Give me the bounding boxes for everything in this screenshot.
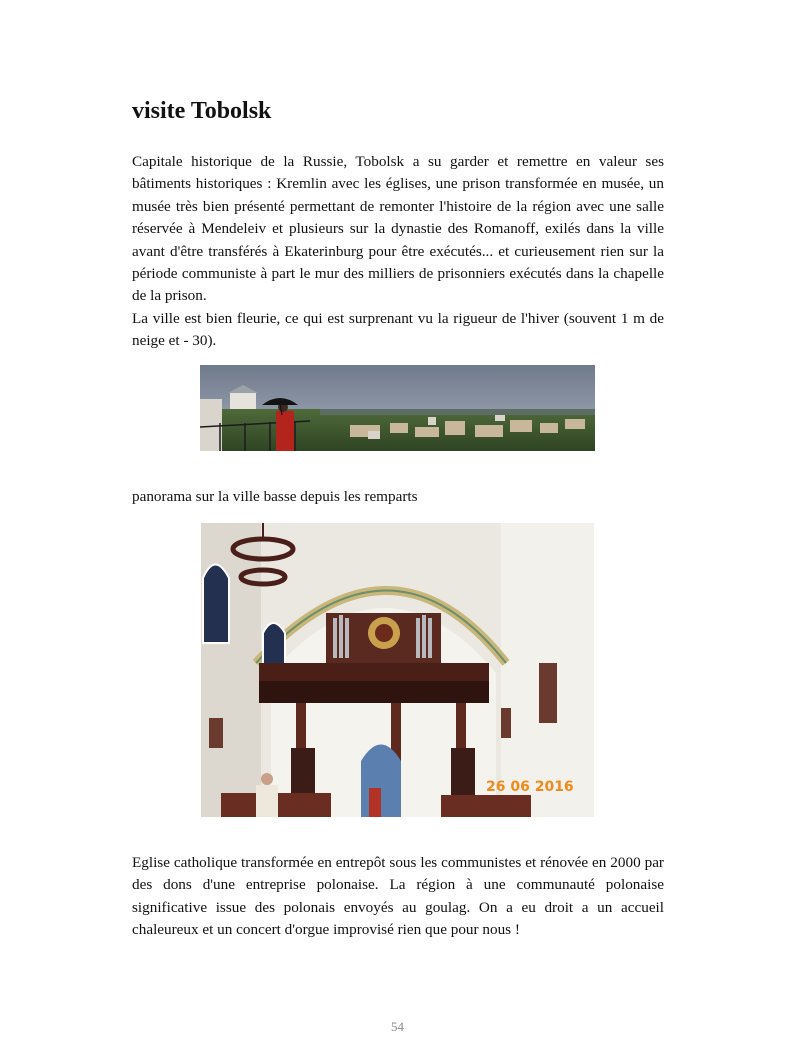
city-paragraph: La ville est bien fleurie, ce qui est surprenant vu la rigueur de l'hiver (souvent 1 m de neige et - 30).: [132, 310, 664, 350]
page-title: visite Tobolsk: [132, 98, 272, 124]
panorama-photo: [200, 365, 595, 451]
panorama-caption: panorama sur la ville basse depuis les remparts: [132, 488, 418, 505]
church-paragraph: Eglise catholique transformée en entrepôt sous les communistes et rénovée en 2000 par des dons d'une entreprise polonaise. La région à une communauté polonaise significative issue des polonais envoyés au goulag. On a eu droit a un accueil chaleureux et un concert d'orgue improvisé rien que pour nous !: [132, 854, 664, 939]
photo-date-stamp: 26 06 2016: [486, 779, 574, 795]
page-number: 54: [391, 1019, 404, 1034]
church-interior-photo: [201, 523, 594, 817]
intro-paragraph: Capitale historique de la Russie, Tobolsk a su garder et remettre en valeur ses bâtiments historiques : Kremlin avec les églises, une prison transformée en musée, un musée très bien présenté permettant de remonter l'histoire de la région avec une salle réservée à Mendeleiv et plusieurs sur la dynastie des Romanoff, exilés dans la ville avant d'être transférés à Ekaterinburg pour être exécutés... et curieusement rien sur la période communiste à part le mur des milliers de prisonniers exécutés dans la chapelle de la prison.: [132, 153, 664, 305]
